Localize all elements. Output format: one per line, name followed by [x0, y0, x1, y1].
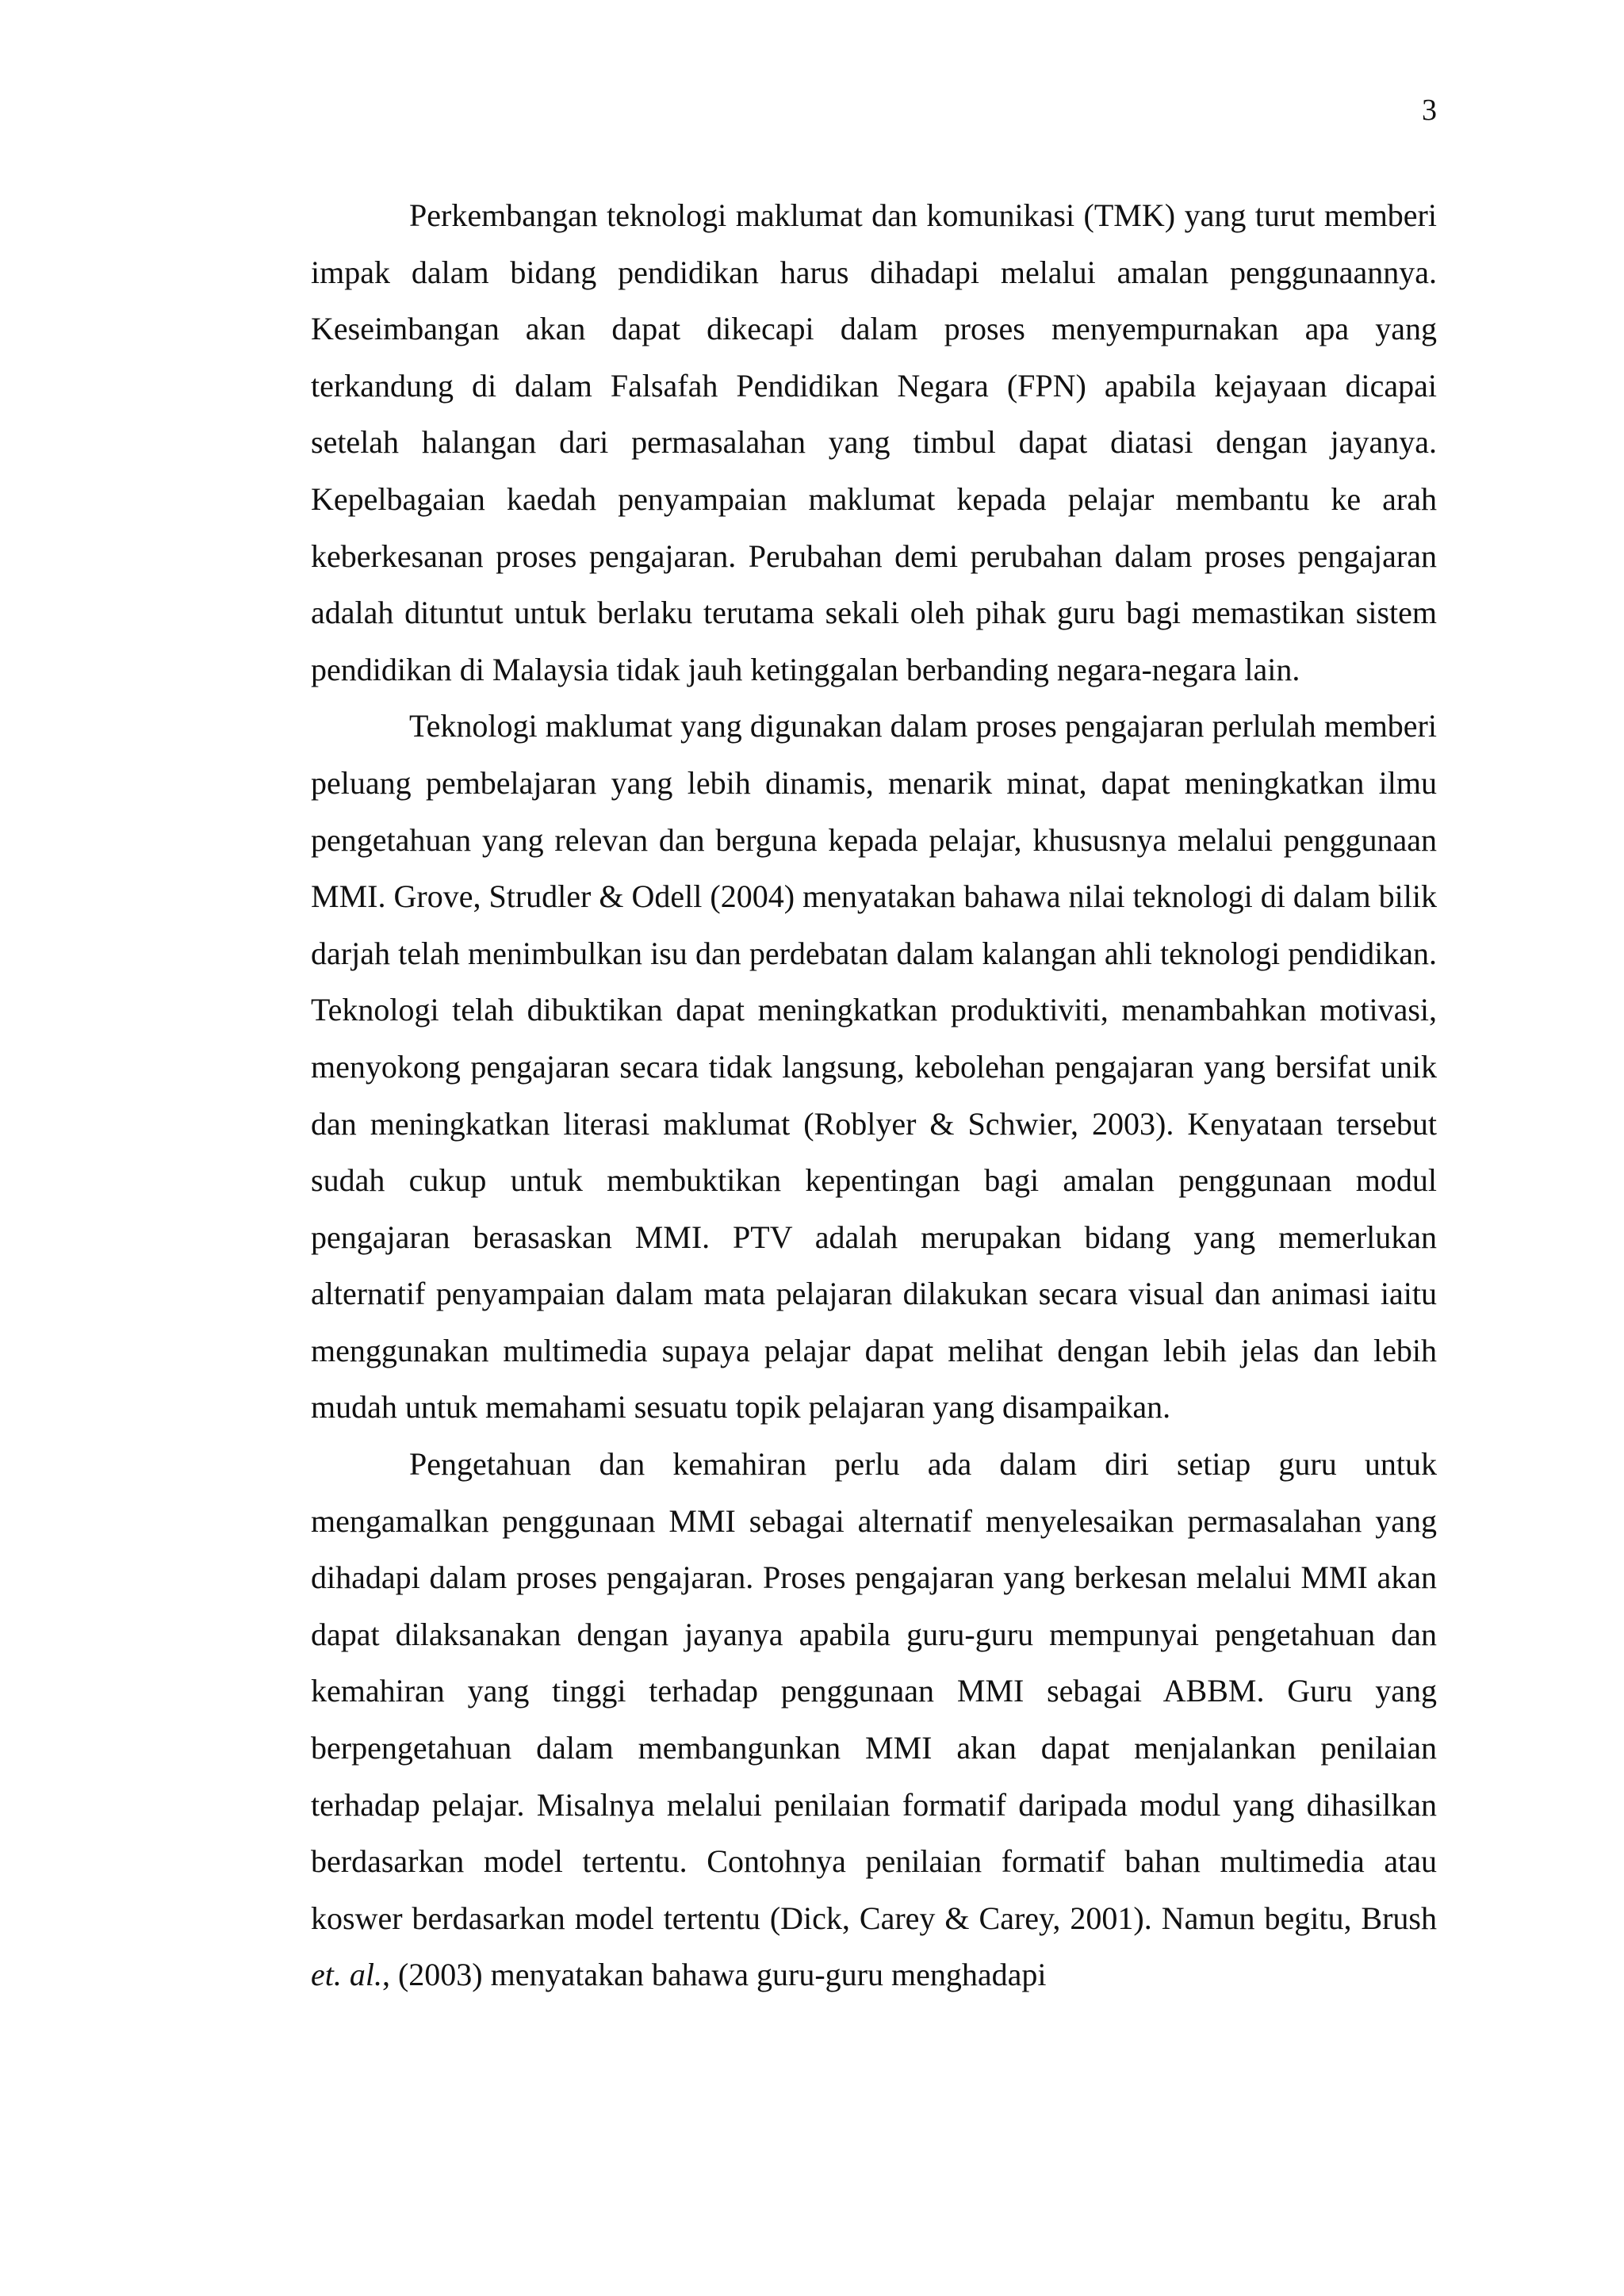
paragraph-3-text-start: Pengetahuan dan kemahiran perlu ada dalam diri setiap guru untuk mengamalkan penggunaan MMI sebagai alternatif menyelesaikan permasalahan yang dihadapi dalam proses pengajaran. Proses pengajaran yang berkesan melalui MMI akan dapat dilaksanakan dengan jayanya apabila guru-guru mempunyai pengetahuan dan kemahiran yang tinggi terhadap penggunaan MMI sebagai ABBM. Guru yang berpengetahuan dalam membangunkan MMI akan dapat menjalankan penilaian terhadap pelajar. Misalnya melalui penilaian formatif daripada modul yang dihasilkan berdasarkan model tertentu. Contohnya penilaian formatif bahan multimedia atau koswer berdasarkan model tertentu (Dick, Carey & Carey, 2001). Namun begitu, Brush: [311, 1446, 1437, 1936]
page-body: [311, 187, 1437, 2003]
page-number: 3: [1422, 94, 1437, 127]
paragraph-3-text-end: , (2003) menyatakan bahawa guru-guru menghadapi: [381, 1957, 1047, 1993]
paragraph-1: Perkembangan teknologi maklumat dan komunikasi (TMK) yang turut memberi impak dalam bidang pendidikan harus dihadapi melalui amalan penggunaannya. Keseimbangan akan dapat dikecapi dalam proses menyempurnakan apa yang terkandung di dalam Falsafah Pendidikan Negara (FPN) apabila kejayaan dicapai setelah halangan dari permasalahan yang timbul dapat diatasi dengan jayanya. Kepelbagaian kaedah penyampaian maklumat kepada pelajar membantu ke arah keberkesanan proses pengajaran. Perubahan demi perubahan dalam proses pengajaran adalah dituntut untuk berlaku terutama sekali oleh pihak guru bagi memastikan sistem pendidikan di Malaysia tidak jauh ketinggalan berbanding negara-negara lain.: [311, 197, 1437, 687]
paragraph-3: [311, 1436, 1437, 2003]
citation-et-al: et. al.: [311, 1957, 382, 1993]
paragraph-2: Teknologi maklumat yang digunakan dalam proses pengajaran perlulah memberi peluang pembelajaran yang lebih dinamis, menarik minat, dapat meningkatkan ilmu pengetahuan yang relevan dan berguna kepada pelajar, khususnya melalui penggunaan MMI. Grove, Strudler & Odell (2004) menyatakan bahawa nilai teknologi di dalam bilik darjah telah menimbulkan isu dan perdebatan dalam kalangan ahli teknologi pendidikan. Teknologi telah dibuktikan dapat meningkatkan produktiviti, menambahkan motivasi, menyokong pengajaran secara tidak langsung, kebolehan pengajaran yang bersifat unik dan meningkatkan literasi maklumat (Roblyer & Schwier, 2003). Kenyataan tersebut sudah cukup untuk membuktikan kepentingan bagi amalan penggunaan modul pengajaran berasaskan MMI. PTV adalah merupakan bidang yang memerlukan alternatif penyampaian dalam mata pelajaran dilakukan secara visual dan animasi iaitu menggunakan multimedia supaya pelajar dapat melihat dengan lebih jelas dan lebih mudah untuk memahami sesuatu topik pelajaran yang disampaikan.: [311, 708, 1437, 1425]
